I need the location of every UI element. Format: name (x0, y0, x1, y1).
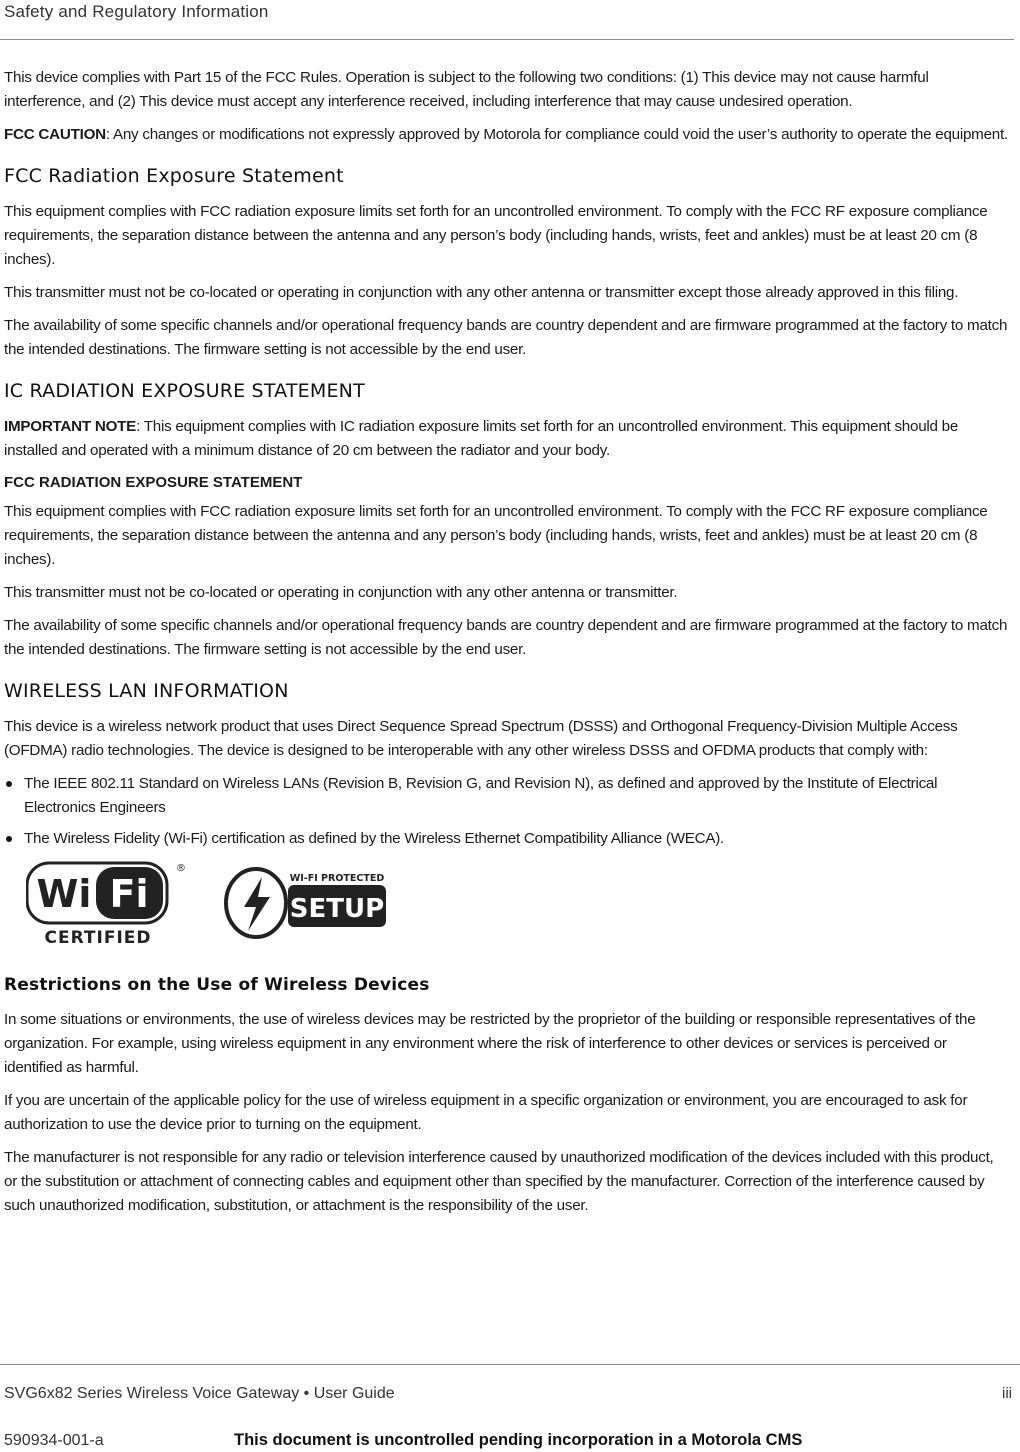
ic-radiation-heading: IC RADIATION EXPOSURE STATEMENT (4, 380, 365, 402)
wps-logo-top-text: WI-FI PROTECTED (289, 873, 385, 884)
fcc-radiation-paragraph-3: The availability of some specific channels and/or operational frequency bands are country dependent and are firmware programmed at the factory to match the intended destinations. The firmware setting is not accessible by the end user. (4, 317, 1008, 358)
footer-guide-title: SVG6x82 Series Wireless Voice Gateway • User Guide (4, 1385, 395, 1402)
fcc-caution-paragraph (4, 123, 1008, 147)
page-header-title: Safety and Regulatory Information (4, 2, 269, 21)
bullet-icon (6, 836, 12, 842)
restrictions-paragraph-1: In some situations or environments, the use of wireless devices may be restricted by the proprietor of the building or responsible representatives of the organization. For example, using wireless equipment in any environment where the risk of interference to other devices or services is perceived or identified as harmful. (4, 1011, 976, 1076)
header-divider (0, 39, 1014, 40)
wlan-heading: WIRELESS LAN INFORMATION (4, 680, 289, 702)
wifi-logo-certified-text: CERTIFIED (44, 928, 152, 947)
list-item-text: The Wireless Fidelity (Wi-Fi) certification as defined by the Wireless Ethernet Compatibility Alliance (WECA). (24, 830, 725, 847)
list-item (4, 827, 1008, 851)
fcc-compliance-paragraph: This device complies with Part 15 of the FCC Rules. Operation is subject to the following two conditions: (1) This device may not cause harmful interference, and (2) This device must accept any interference received, including interference that may cause undesired operation. (4, 69, 929, 110)
page-number: iii (1002, 1385, 1012, 1402)
restrictions-heading: Restrictions on the Use of Wireless Devices (4, 975, 430, 995)
restrictions-paragraph-2: If you are uncertain of the applicable policy for the use of wireless equipment in a specific organization or environment, you are encouraged to ask for authorization to use the device prior to turning on the equipment. (4, 1092, 968, 1133)
fcc-radiation-heading: FCC Radiation Exposure Statement (4, 165, 344, 187)
ic-paragraph-1: This equipment complies with FCC radiation exposure limits set forth for an uncontrolled environment. To comply with the FCC RF exposure compliance requirements, the separation distance between the antenna and any person’s body (including hands, wrists, feet and ankles) must be at least 20 cm (8 inches). (4, 503, 988, 568)
fcc-radiation-paragraph-2: This transmitter must not be co-located or operating in conjunction with any other antenna or transmitter except those already approved in this filing. (4, 284, 959, 301)
ic-paragraph-2: This transmitter must not be co-located or operating in conjunction with any other antenna or transmitter. (4, 584, 678, 601)
ic-important-note-label: IMPORTANT NOTE (4, 418, 137, 435)
wifi-logo-left-text: Wi (36, 872, 92, 916)
restrictions-paragraph-3: The manufacturer is not responsible for any radio or television interference caused by unauthorized modification of the devices included with this product, or the substitution or attachment of connecting cables and equipment other than specified by the manufacturer. Correction of the interference caused by such unauthorized modification, substitution, or attachment is the responsibility of the user. (4, 1149, 994, 1214)
footer-divider (0, 1364, 1020, 1365)
wifi-logo-registered-mark: ® (176, 863, 186, 874)
wlan-standards-list (4, 772, 1008, 851)
wifi-protected-setup-logo (222, 867, 388, 939)
document-control-note: This document is uncontrolled pending incorporation in a Motorola CMS (234, 1431, 803, 1449)
ic-fcc-subheading: FCC RADIATION EXPOSURE STATEMENT (4, 474, 303, 491)
ic-paragraph-3: The availability of some specific channels and/or operational frequency bands are country dependent and are firmware programmed at the factory to match the intended destinations. The firmware setting is not accessible by the end user. (4, 617, 1008, 658)
document-id: 590934-001-a (4, 1432, 104, 1449)
wifi-certified-logo (26, 859, 188, 947)
ic-important-note-paragraph (4, 415, 1008, 463)
fcc-radiation-paragraph-1: This equipment complies with FCC radiation exposure limits set forth for an uncontrolled environment. To comply with the FCC RF exposure compliance requirements, the separation distance between the antenna and any person’s body (including hands, wrists, feet and ankles) must be at least 20 cm (8 inches). (4, 203, 988, 268)
list-item-text: The IEEE 802.11 Standard on Wireless LANs (Revision B, Revision G, and Revision N), as defined and approved by the Institute of Electrical Electronics Engineers (24, 775, 938, 816)
document-body (4, 66, 1008, 1227)
wifi-logo-right-text: Fi (109, 872, 149, 916)
wps-logo-setup-text: SETUP (289, 894, 385, 924)
ic-important-note-text: : This equipment complies with IC radiation exposure limits set forth for an uncontrolled environment. This equipment should be installed and operated with a minimum distance of 20 cm between the radiator and your body. (4, 418, 959, 459)
wlan-paragraph: This device is a wireless network product that uses Direct Sequence Spread Spectrum (DSSS) and Orthogonal Frequency-Division Multiple Access (OFDMA) radio technologies. The device is designed to be interoperable with any other wireless DSSS and OFDMA products that comply with: (4, 718, 958, 759)
bullet-icon (6, 781, 12, 787)
certification-logos (4, 859, 1008, 955)
fcc-caution-label: FCC CAUTION (4, 126, 106, 143)
fcc-caution-text: : Any changes or modifications not expressly approved by Motorola for compliance could void the user’s authority to operate the equipment. (105, 126, 1008, 143)
list-item (4, 772, 1008, 820)
